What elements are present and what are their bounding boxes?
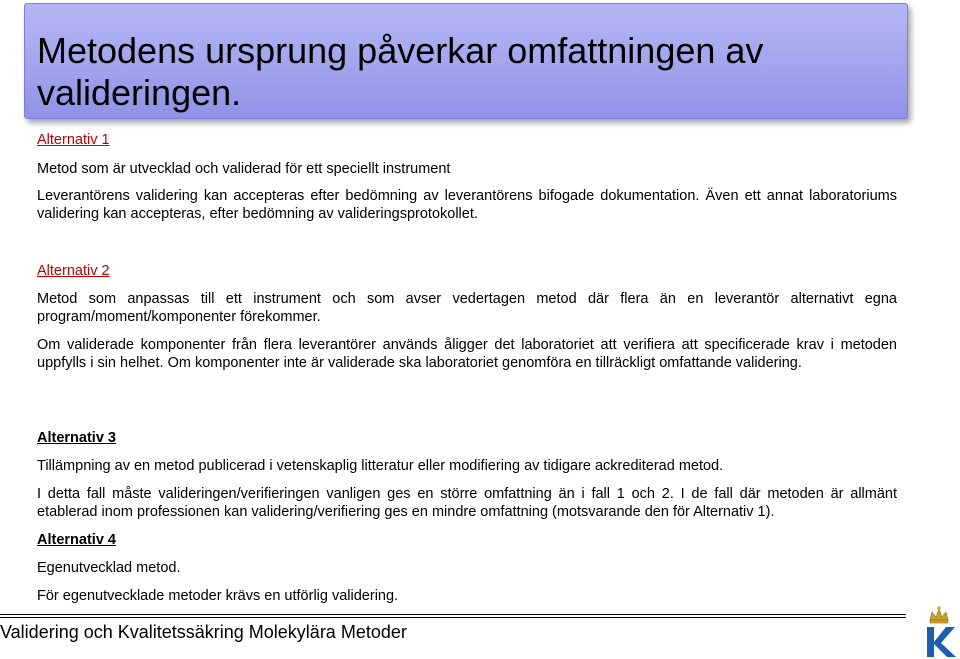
page-title: Metodens ursprung påverkar omfattningen av valideringen. [37,30,764,113]
alternativ-1-heading: Alternativ 1 [37,132,110,148]
footer-divider [0,614,906,615]
alternativ-1-paragraph-2: Leverantörens validering kan accepteras efter bedömning av leverantörens bifogade dokumentation. Även ett annat laboratoriums validering kan accepteras, efter bedömning av valideringsprotokollet. [37,188,897,222]
alternativ-4-heading: Alternativ 4 [37,532,116,548]
footer-divider-secondary [0,617,906,618]
alternativ-3-heading: Alternativ 3 [37,430,116,446]
alternativ-4-paragraph-1: Egenutvecklad metod. [37,560,181,576]
alternativ-2-paragraph-1: Metod som anpassas till ett instrument och som avser vedertagen metod där flera än en leverantör alternativt egna program/moment/komponenter förekommer. [37,291,897,325]
alternativ-3-paragraph-2: I detta fall måste valideringen/verifieringen vanligen ges en större omfattning än i fall 1 och 2. I de fall där metoden är allmänt etablerad inom professionen kan validering/verifiering ges en mindre omfattning (motsvarande den för Alternativ 1). [37,486,897,520]
footer-title: Validering och Kvalitetssäkring Molekylära Metoder [0,622,407,642]
alternativ-4-paragraph-2: För egenutvecklade metoder krävs en utförlig validering. [37,588,399,604]
alternativ-1-paragraph-1: Metod som är utvecklad och validerad för ett speciellt instrument [37,161,451,177]
alternativ-3-paragraph-1: Tillämpning av en metod publicerad i vetenskaplig litteratur eller modifiering av tidigare ackrediterad metod. [37,458,724,474]
crown-k-logo-icon [918,604,960,659]
alternativ-2-heading: Alternativ 2 [37,263,110,279]
alternativ-2-paragraph-2: Om validerade komponenter från flera leverantörer används åligger det laboratoriet att verifiera att specificerade krav i metoden uppfylls i sin helhet. Om komponenter inte är validerade ska laboratoriet genomföra en tillräckligt omfattande validering. [37,337,897,371]
